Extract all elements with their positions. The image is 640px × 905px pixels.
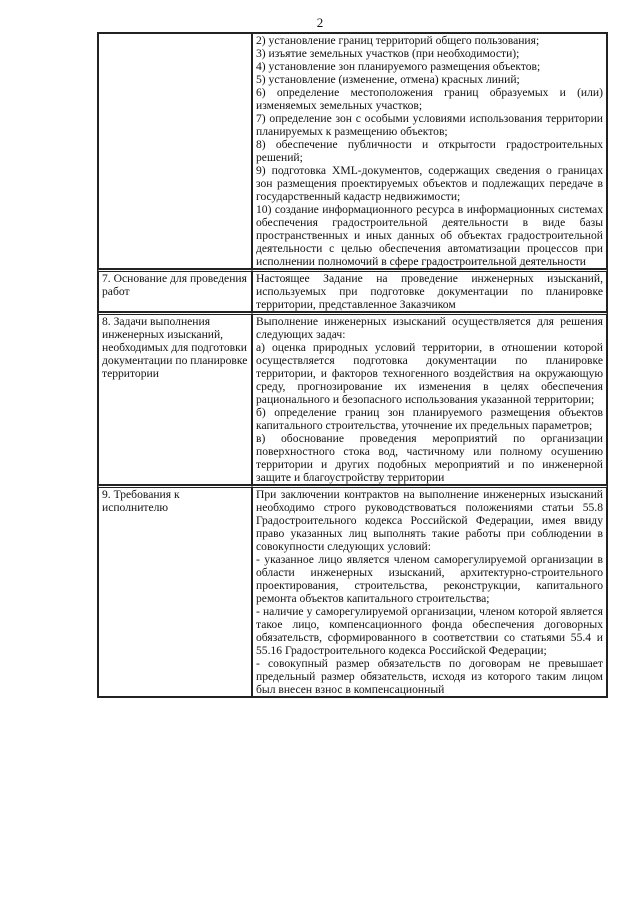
paragraph: Выполнение инженерных изысканий осуществляется для решения следующих задач:: [256, 315, 603, 341]
list-item: - указанное лицо является членом саморегулируемой организации в области инженерных изысканий, архитектурно-строительного проектирования, строительства, реконструкции, капитального ремонта объектов капитального строительства;: [256, 553, 603, 605]
page-number: 2: [316, 15, 324, 30]
list-item: 9) подготовка XML-документов, содержащих сведения о границах зон размещения проектируемых объектов и подлежащих передаче в государственный кадастр недвижимости;: [256, 164, 603, 203]
list-item: 2) установление границ территорий общего пользования;: [256, 34, 540, 47]
paragraph: Настоящее Задание на проведение инженерных изысканий, используемых при подготовке документации по планировке территории, представленное Заказчиком: [256, 272, 603, 311]
row-content: [252, 312, 607, 485]
list-item: 5) установление (изменение, отмена) красных линий;: [256, 73, 520, 86]
table-row: [98, 312, 607, 485]
table-row: [98, 33, 607, 269]
list-item: - совокупный размер обязательств по договорам не превышает предельный размер обязательств, исходя из которого таким лицом был внесен взнос в компенсационный: [256, 657, 603, 696]
row-content: [252, 269, 607, 312]
table-row: [98, 269, 607, 312]
list-item: б) определение границ зон планируемого размещения объектов капитального строительства, уточнение их предельных параметров;: [256, 406, 603, 432]
table-row: [98, 485, 607, 697]
list-item: в) обоснование проведения мероприятий по организации поверхностного стока вод, частичному или полному осушению территории и других подобных мероприятий и по инженерной защите и благоустройству территории: [256, 432, 603, 484]
row-label: 8. Задачи выполнения инженерных изысканий, необходимых для подготовки документации по планировке территории: [98, 312, 252, 485]
row-label: 7. Основание для проведения работ: [98, 269, 252, 312]
row-content: [252, 485, 607, 697]
requirements-table: [97, 32, 608, 698]
list-item: 8) обеспечение публичности и открытости градостроительных решений;: [256, 138, 603, 164]
paragraph: При заключении контрактов на выполнение инженерных изысканий необходимо строго руководствоваться положениями статьи 55.8 Градостроительного кодекса Российской Федерации, имея ввиду право указанных лиц выполнять такие работы при соблюдении в совокупности следующих условий:: [256, 488, 603, 553]
list-item: 7) определение зон с особыми условиями использования территории планируемых к размещению объектов;: [256, 112, 603, 138]
row-content: [252, 33, 607, 269]
list-item: 3) изъятие земельных участков (при необходимости);: [256, 47, 520, 60]
list-item: 4) установление зон планируемого размещения объектов;: [256, 60, 541, 73]
list-item: - наличие у саморегулируемой организации, членом которой является такое лицо, компенсационного фонда обеспечения договорных обязательств, сформированного в соответствии со статьями 55.4 и 55.16 Градостроительного кодекса Российской Федерации;: [256, 605, 603, 657]
row-label: 9. Требования к исполнителю: [98, 485, 252, 697]
row-label: [98, 33, 252, 269]
list-item: а) оценка природных условий территории, в отношении которой осуществляется подготовка документации по планировке территории, и факторов техногенного воздействия на окружающую среду, прогнозирование их изменения в целях обеспечения рационального и безопасного использования указанной территории;: [256, 341, 603, 406]
list-item: 10) создание информационного ресурса в информационных системах обеспечения градостроительной деятельности в виде базы пространственных и иных данных об объектах градостроительной деятельности с целью обеспечения автоматизации процессов при исполнении полномочий в сфере градостроительной деятельности: [256, 203, 603, 268]
list-item: 6) определение местоположения границ образуемых и (или) изменяемых земельных участков;: [256, 86, 603, 112]
